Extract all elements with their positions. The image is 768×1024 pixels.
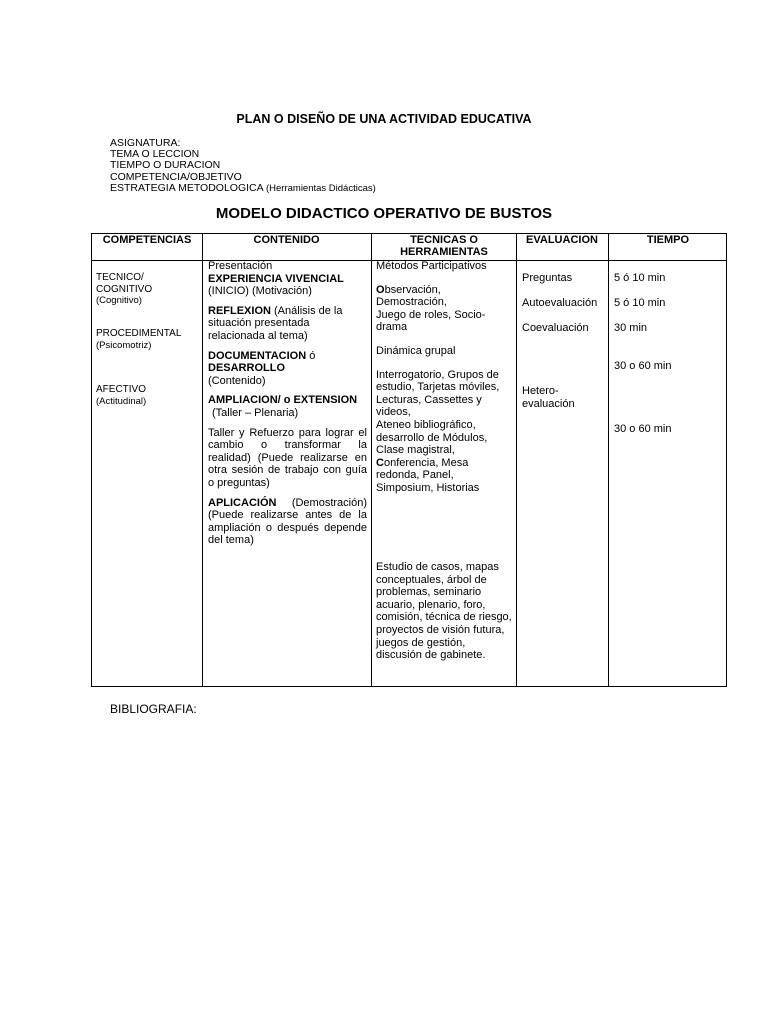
contenido-reflexion-desc: (Análisis de la situación presentada relacionada al tema) [208,304,343,342]
tecnica-juego-roles: Juego de roles, Socio-drama [376,308,486,334]
tiempo-1: 5 ó 10 min [614,272,666,284]
tiempo-5: 30 o 60 min [614,423,672,435]
contenido-aplicacion-desc: (Demostración) (Puede realizarse antes de la ampliación o después depende del tema) [208,496,367,547]
tecnica-demostracion: Demostración, [376,296,447,309]
meta-asignatura: ASIGNATURA: [110,137,181,149]
tecnica-observacion-initial: O [376,283,385,296]
competencia-procedimental [96,328,200,351]
competencia-afectivo [96,384,200,407]
meta-tiempo: TIEMPO O DURACION [110,159,221,172]
header-evaluacion: EVALUACION [526,234,598,246]
tecnica-estudio-casos: Estudio de casos, mapas conceptuales, árbol de problemas, seminario acuario, plenario, foro, comisión, técnica de riesgo, proyectos de visión futura, juegos de gestión, discusión de gabinete. [376,561,512,662]
tecnica-interrogatorio: Interrogatorio, Grupos de estudio, Tarjetas móviles, Lecturas, Cassettes y videos, [376,368,500,419]
contenido-cell [208,260,367,547]
competencia-procedimental-sub: (Psicomotriz) [96,339,152,351]
competencia-cognitivo-label: COGNITIVO [96,283,153,295]
competencia-tecnico-sub: (Cognitivo) [96,295,142,306]
tecnica-observacion: bservación, [384,283,441,296]
tecnica-clase: Clase magistral, [376,444,455,457]
evaluacion-co: Coevaluación [522,322,589,334]
contenido-aplicacion: APLICACIÓN [208,496,277,509]
bibliografia-label: BIBLIOGRAFIA: [110,702,197,716]
column-divider [608,234,609,686]
header-competencias: COMPETENCIAS [102,234,192,246]
competencia-tecnico-label: TECNICO/ [96,272,144,283]
page-title: PLAN O DISEÑO DE UNA ACTIVIDAD EDUCATIVA [236,112,532,126]
contenido-taller: (Taller – Plenaria) [212,406,299,419]
contenido-documentacion: DOCUMENTACION [208,349,307,362]
meta-estrategia-note: (Herramientas Didácticas) [265,182,376,194]
contenido-reflexion: REFLEXION [208,304,271,317]
tecnica-conferencia: onferencia, Mesa redonda, Panel, Simposium, Historias [376,456,480,494]
meta-estrategia [110,183,376,194]
column-divider [516,234,517,686]
header-contenido: CONTENIDO [253,234,320,246]
tecnica-ateneo: Ateneo bibliográfico, desarrollo de Módulos, [376,418,488,444]
evaluacion-hetero: Hetero-evaluación [522,385,575,410]
evaluacion-auto: Autoevaluación [522,297,598,309]
activity-meta [110,138,376,194]
meta-estrategia-label: ESTRATEGIA METODOLOGICA [110,181,264,194]
header-tecnicas: TECNICAS O HERRAMIENTAS [400,234,488,258]
tiempo-3: 30 min [614,322,648,334]
contenido-desarrollo: DESARROLLO [208,362,285,375]
tiempo-2: 5 ó 10 min [614,297,666,309]
column-divider [202,234,203,686]
tecnicas-cell [376,260,512,495]
competencia-procedimental-label: PROCEDIMENTAL [96,328,182,339]
competencia-tecnico [96,272,200,307]
competencia-afectivo-sub: (Actitudinal) [96,395,147,407]
tecnica-conferencia-initial: C [376,456,384,469]
evaluacion-preguntas: Preguntas [522,272,573,284]
meta-tema: TEMA O LECCION [110,148,200,161]
tiempo-4: 30 o 60 min [614,360,672,372]
competencia-afectivo-label: AFECTIVO [96,384,147,395]
didactic-table [91,233,727,687]
contenido-presentacion: Presentación [208,260,273,272]
tecnica-dinamica: Dinámica grupal [376,344,456,357]
contenido-contenido: (Contenido) [208,374,266,387]
column-divider [371,234,372,686]
contenido-ampliacion: AMPLIACION/ o EXTENSION [208,394,358,407]
contenido-experiencia: EXPERIENCIA VIVENCIAL [208,272,344,285]
contenido-taller-refuerzo: Taller y Refuerzo para lograr el cambio o transformar la realidad) (Puede realizarse en otra sesión de trabajo con guía o preguntas) [208,426,367,489]
contenido-documentacion-o: ó [309,349,316,362]
meta-competencia: COMPETENCIA/OBJETIVO [110,170,242,183]
header-tiempo: TIEMPO [646,234,690,246]
tecnica-metodos: Métodos Participativos [376,260,487,272]
contenido-inicio: (INICIO) (Motivación) [208,285,312,298]
model-title: MODELO DIDACTICO OPERATIVO DE BUSTOS [215,205,553,222]
